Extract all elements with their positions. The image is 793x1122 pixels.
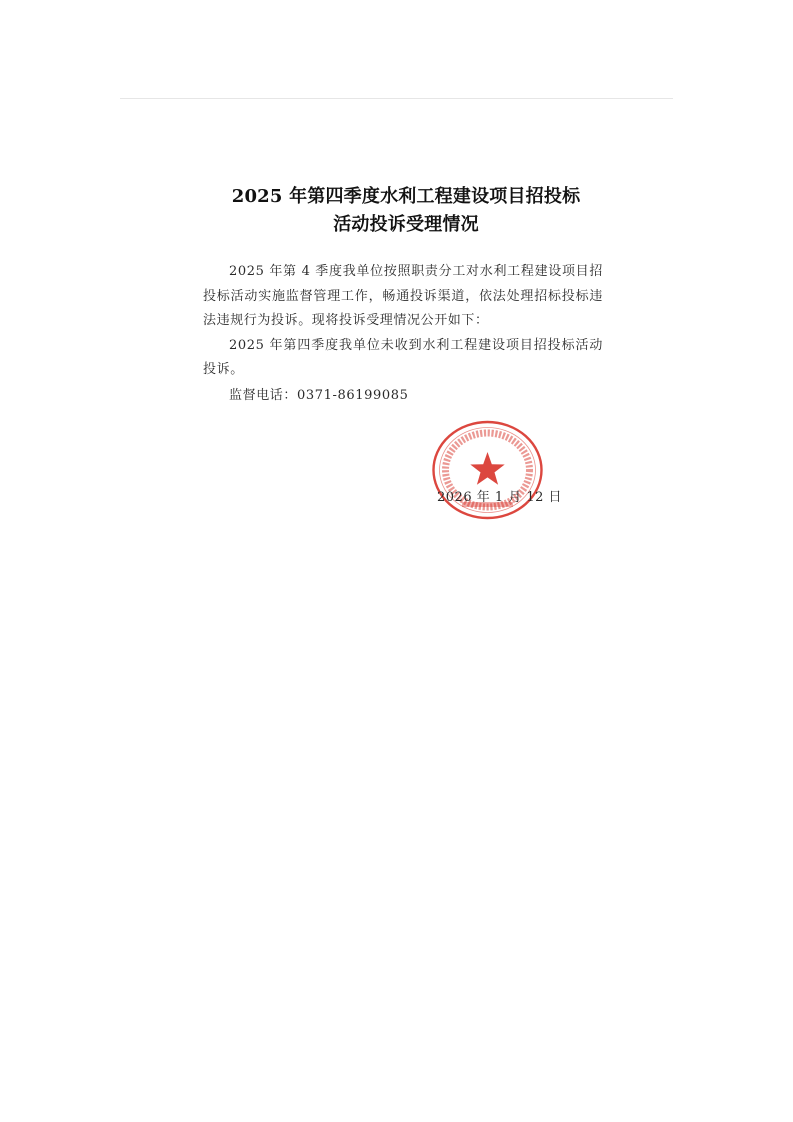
seal-star-icon — [470, 452, 504, 485]
phone-number: 0371-86199085 — [297, 387, 409, 403]
title-line-2: 活动投诉受理情况 — [333, 214, 479, 235]
document-title — [190, 183, 622, 239]
top-divider — [120, 98, 673, 99]
phone-label: 监督电话： — [229, 387, 298, 403]
paragraph-1: 2025 年第 4 季度我单位按照职责分工对水利工程建设项目招投标活动实施监督管理工作，畅通投诉渠道，依法处理招标投标违法违规行为投诉。现将投诉受理情况公开如下： — [203, 264, 603, 328]
official-seal-stamp — [430, 419, 545, 521]
title-line-1: 2025 年第四季度水利工程建设项目招投标 — [231, 186, 581, 207]
document-body — [203, 260, 603, 408]
signature-date: 2026 年 1 月 12 日 — [437, 490, 563, 505]
supervision-phone — [203, 384, 603, 409]
paragraph-2: 2025 年第四季度我单位未收到水利工程建设项目招投标活动投诉。 — [203, 337, 603, 377]
